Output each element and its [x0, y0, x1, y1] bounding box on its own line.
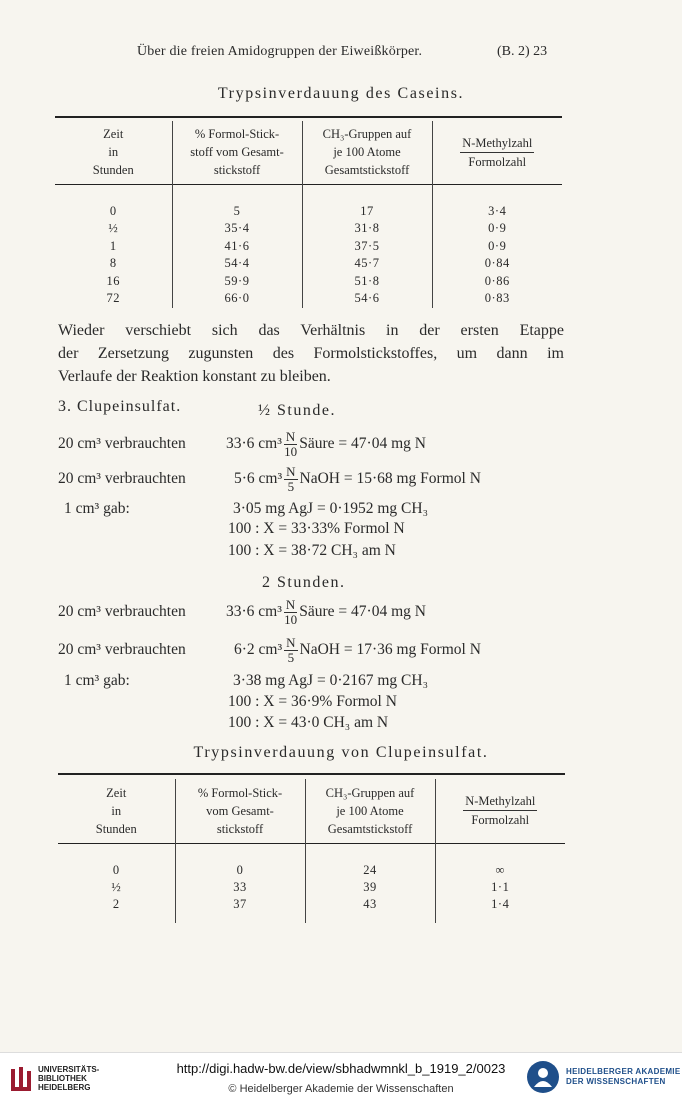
two-hours-line-5: 100 : X = 43·0 CH₃ am N [228, 714, 389, 731]
half-hour-line-3: 3·05 mg AgJ = 0·1952 mg CH₃ [233, 500, 428, 517]
table2-header-cell: Zeit in Stunden [95, 785, 137, 836]
half-hour-label: ½ Stunde. [258, 402, 336, 419]
table2-header-cell: % Formol-Stick- vom Gesamt- stickstoff [175, 779, 305, 843]
two-hours-label: 2 Stunden. [262, 574, 346, 591]
paragraph-line: der Zersetzung zugunsten des Formolstickstoffes, um dann im [58, 345, 564, 362]
half-hour-line-3-left: 1 cm³ gab: [64, 500, 130, 517]
university-library-name: UNIVERSITÄTS- BIBLIOTHEK HEIDELBERG [38, 1065, 100, 1092]
half-hour-line-1: 20 cm³ verbrauchten 33·6 cm³ $\frac{N}{10}$ Säure = 47·04 mg N [58, 428, 426, 459]
table-row: 2 37 43 1·4 [58, 897, 565, 923]
table1-header-cell: Zeit in Stunden [92, 127, 134, 178]
footer-bar [0, 1052, 682, 1102]
table-row: ½ 35·4 31·8 0·9 [55, 220, 562, 238]
paragraph-line: Wieder verschiebt sich das Verhältnis in der ersten Etappe [58, 322, 564, 339]
half-hour-line-5: 100 : X = 38·72 CH₃ am N [228, 542, 396, 559]
copyright-notice: © Heidelberger Akademie der Wissenschaften [228, 1083, 454, 1095]
half-hour-line-2: 20 cm³ verbrauchten 5·6 cm³ $\frac{N}{5}$ NaOH = 15·68 mg Formol N [58, 463, 481, 494]
table1 [55, 121, 562, 308]
table-row: 0 5 17 3·4 [55, 184, 562, 220]
section-title: 3. Clupeinsulfat. [58, 398, 182, 415]
running-header [0, 44, 682, 66]
two-hours-line-1: 20 cm³ verbrauchten 33·6 cm³ $\frac{N}{10}$ Säure = 47·04 mg N [58, 596, 426, 627]
table2-caption: Trypsinverdauung von Clupeinsulfat. [193, 744, 489, 761]
half-hour-line-4: 100 : X = 33·33% Formol N [228, 520, 405, 537]
header-title: Über die freien Amidogruppen der Eiweißkörper. [137, 44, 423, 59]
two-hours-line-4: 100 : X = 36·9% Formol N [228, 693, 397, 710]
table1-header-cell: CH₃-Gruppen auf je 100 Atome Gesamtstickstoff [302, 121, 432, 184]
page-number: (B. 2) 23 [497, 44, 548, 59]
table-row: 0 0 24 ∞ [58, 843, 565, 879]
table-row: 16 59·9 51·8 0·86 [55, 273, 562, 291]
two-hours-line-3: 3·38 mg AgJ = 0·2167 mg CH₃ [233, 672, 428, 689]
table2-header-row [58, 779, 565, 843]
table1-header-cell: % Formol-Stick- stoff vom Gesamt- stickstoff [172, 121, 302, 184]
paragraph-line: Verlaufe der Reaktion konstant zu bleiben. [58, 368, 331, 385]
two-hours-line-2: 20 cm³ verbrauchten 6·2 cm³ $\frac{N}{5}$ NaOH = 17·36 mg Formol N [58, 634, 481, 665]
table2 [58, 779, 565, 923]
table1-caption: Trypsinverdauung des Caseins. [217, 85, 465, 102]
table1-top-rule [55, 116, 562, 118]
table1-header-cell: N-Methylzahl Formolzahl [432, 121, 562, 184]
academy-logo-icon [527, 1061, 559, 1093]
source-url-link[interactable]: http://digi.hadw-bw.de/view/sbhadwmnkl_b_1919_2/0023 [176, 1061, 506, 1076]
academy-name: HEIDELBERGER AKADEMIE DER WISSENSCHAFTEN [566, 1067, 681, 1086]
table2-header-cell: N-Methylzahl Formolzahl [435, 779, 565, 843]
table-row: ½ 33 39 1·1 [58, 879, 565, 897]
table2-top-rule [58, 773, 565, 775]
table2-header-cell: CH₃-Gruppen auf je 100 Atome Gesamtstickstoff [305, 779, 435, 843]
body-paragraph [58, 319, 564, 388]
two-hours-line-3-left: 1 cm³ gab: [64, 672, 130, 689]
table1-header-row [55, 121, 562, 184]
table-row: 72 66·0 54·6 0·83 [55, 290, 562, 308]
table-row: 8 54·4 45·7 0·84 [55, 255, 562, 273]
table-row: 1 41·6 37·5 0·9 [55, 238, 562, 256]
